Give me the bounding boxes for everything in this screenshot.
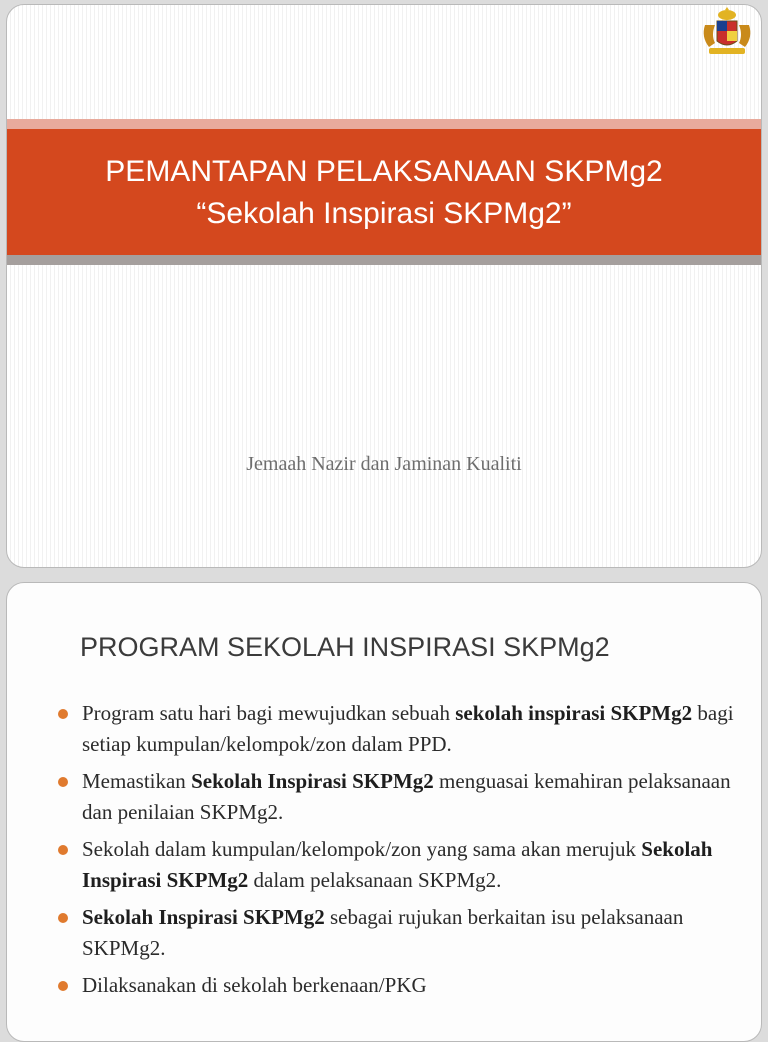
bullet-item: Sekolah Inspirasi SKPMg2 sebagai rujukan berkaitan isu pelaksanaan SKPMg2. <box>58 902 748 964</box>
title-band-bottom-stripe <box>7 255 761 265</box>
bullet-icon <box>58 913 68 923</box>
bullet-item: Sekolah dalam kumpulan/kelompok/zon yang sama akan merujuk Sekolah Inspirasi SKPMg2 dalam pelaksanaan SKPMg2. <box>58 834 748 896</box>
bullet-list <box>58 698 748 1007</box>
title-line-1: PEMANTAPAN PELAKSANAAN SKPMg2 <box>105 155 663 188</box>
bullet-item: Program satu hari bagi mewujudkan sebuah sekolah inspirasi SKPMg2 bagi setiap kumpulan/kelompok/zon dalam PPD. <box>58 698 748 760</box>
bullet-item: Memastikan Sekolah Inspirasi SKPMg2 menguasai kemahiran pelaksanaan dan penilaian SKPMg2. <box>58 766 748 828</box>
bullet-icon <box>58 777 68 787</box>
title-line-2: “Sekolah Inspirasi SKPMg2” <box>196 197 572 230</box>
coat-of-arms-icon <box>699 7 755 57</box>
slide-title <box>7 151 761 235</box>
bullet-icon <box>58 709 68 719</box>
content-slide-heading: PROGRAM SEKOLAH INSPIRASI SKPMg2 <box>80 632 610 662</box>
title-slide <box>6 4 762 568</box>
slide-subtitle: Jemaah Nazir dan Jaminan Kualiti <box>246 453 522 475</box>
title-band-top-stripe <box>7 119 761 129</box>
bullet-icon <box>58 845 68 855</box>
bullet-icon <box>58 981 68 991</box>
bullet-item: Dilaksanakan di sekolah berkenaan/PKG <box>58 970 748 1001</box>
